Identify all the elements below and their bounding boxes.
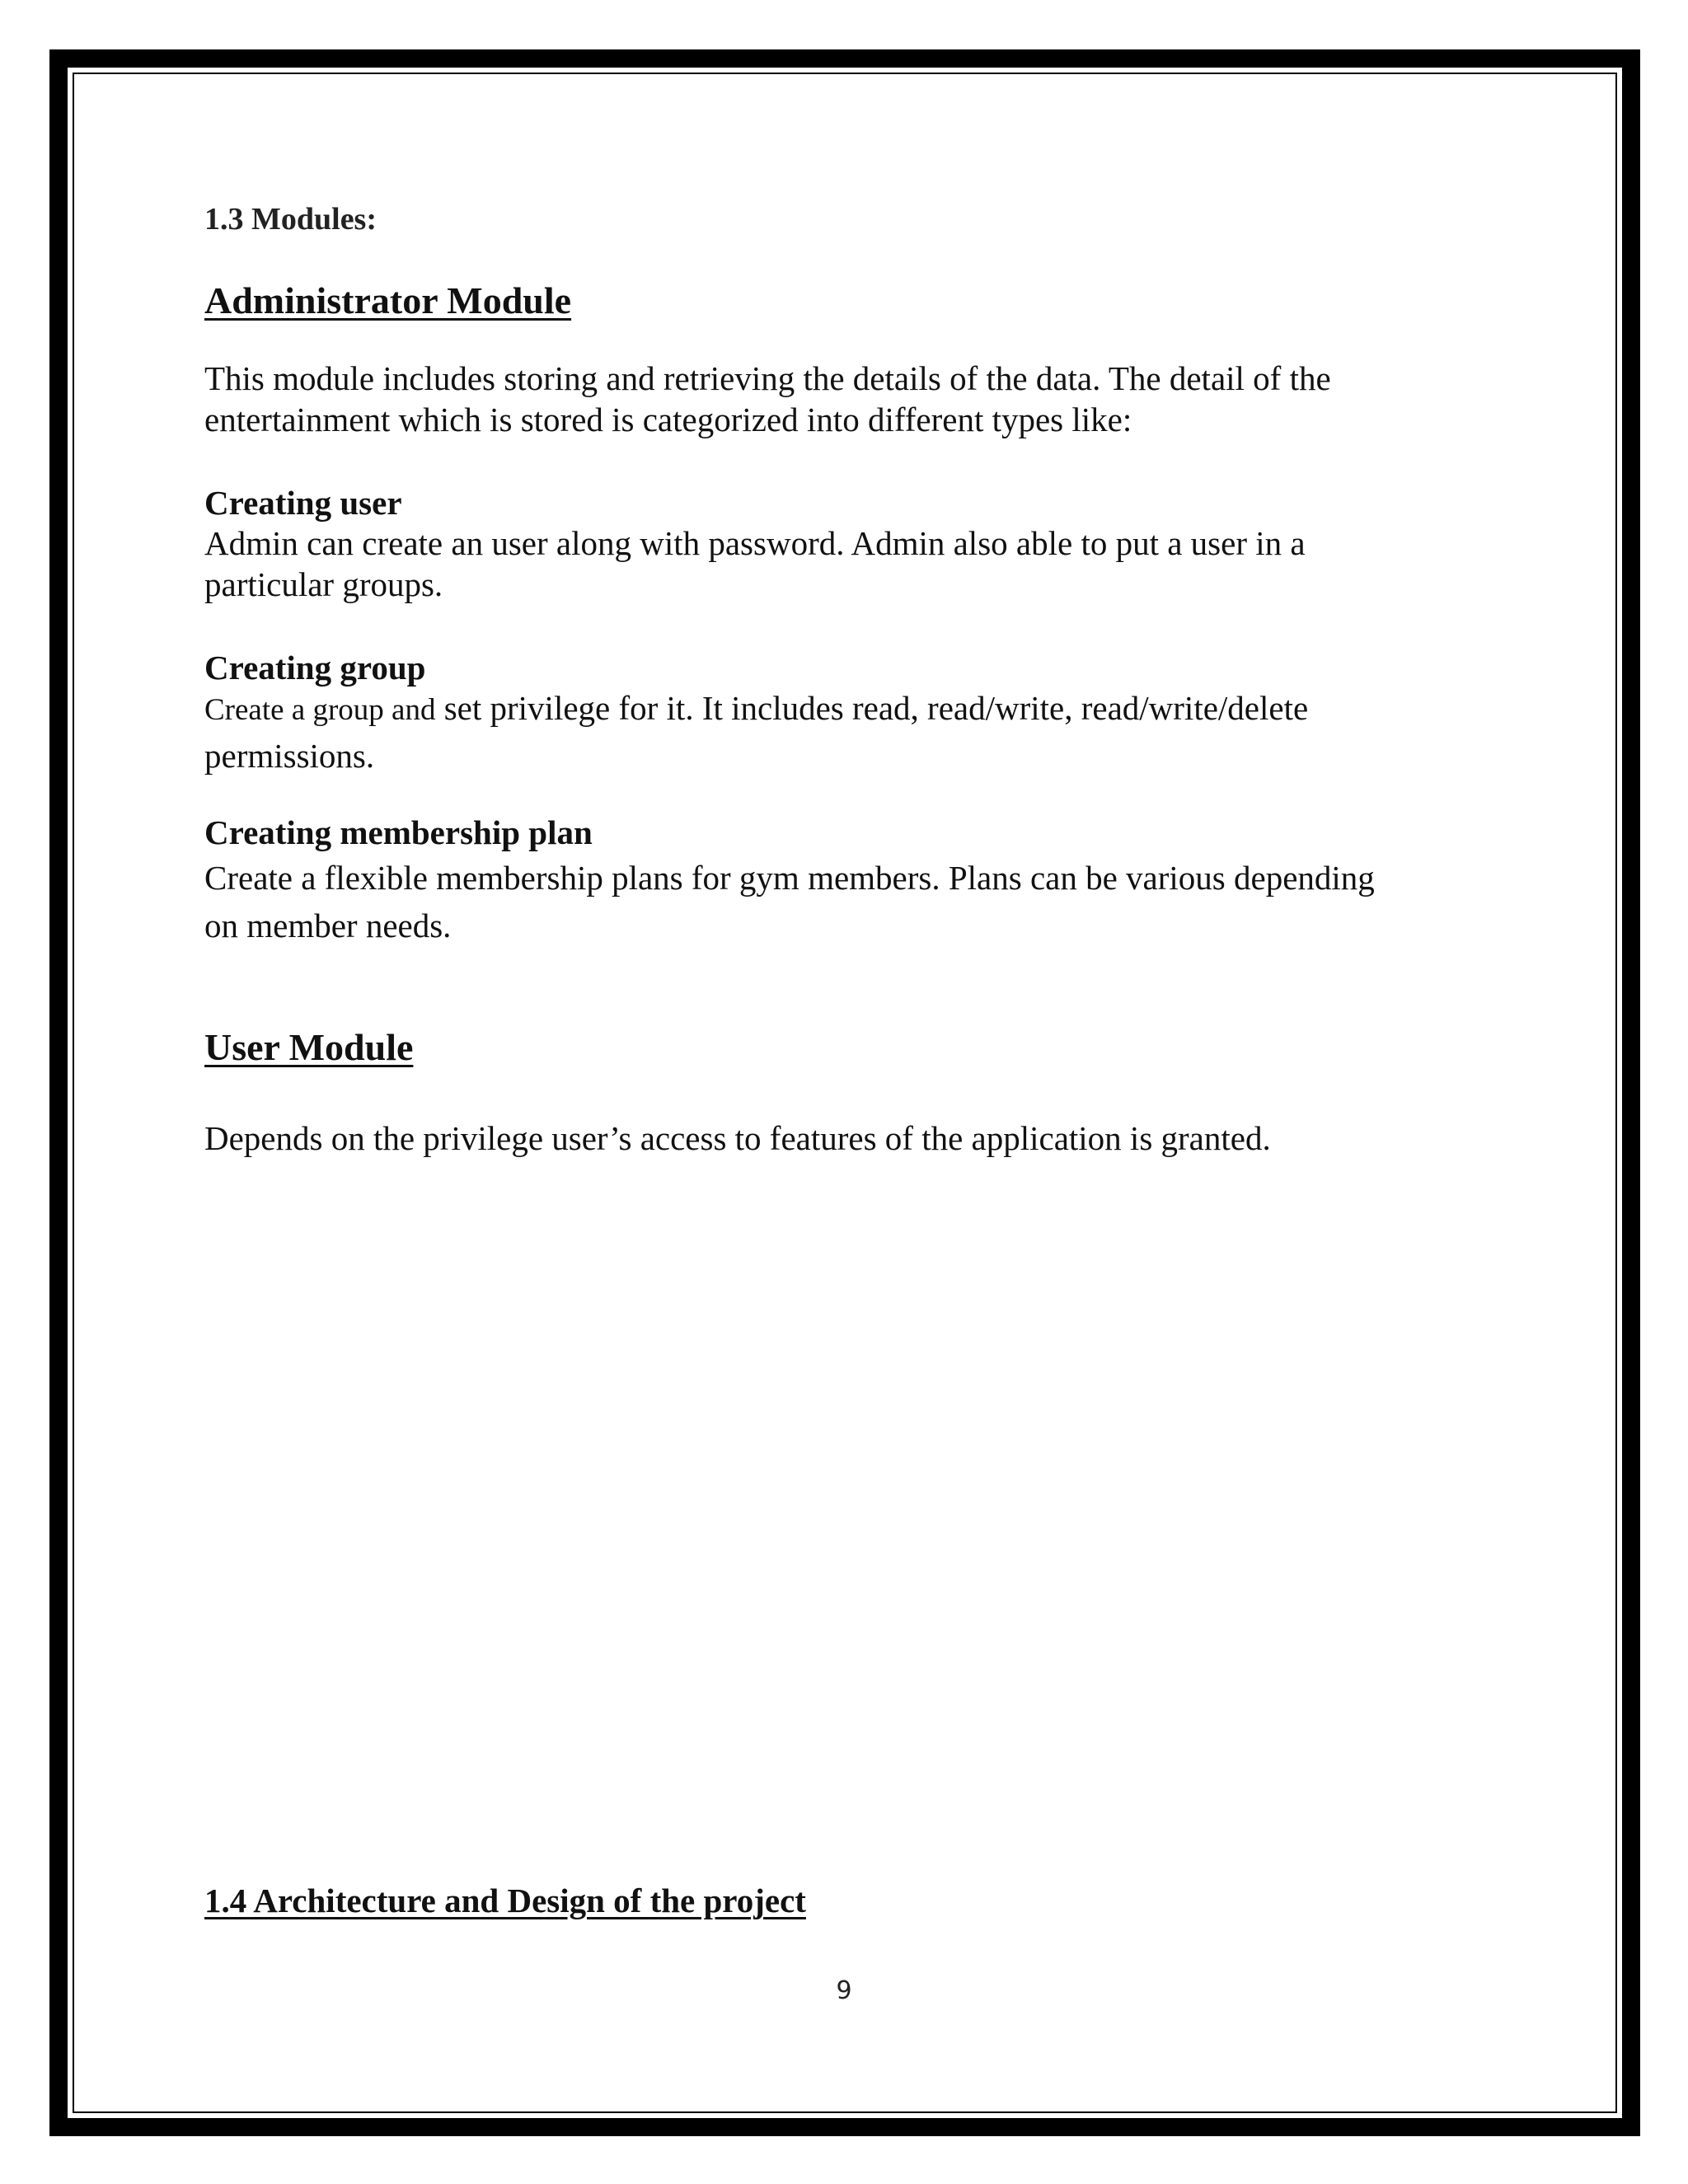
- creating-group-line-1-rest: set privilege for it. It includes read, read/write, read/write/delete: [435, 689, 1309, 727]
- membership-plan-line-1: Create a flexible membership plans for gym members. Plans can be various depending: [204, 859, 1375, 897]
- creating-user-heading: Creating user: [204, 484, 402, 522]
- creating-group-line-1-small: Create a group and: [204, 693, 436, 727]
- creating-group-line-2: permissions.: [204, 737, 375, 775]
- next-section-title: 1.4 Architecture and Design of the project: [204, 1882, 806, 1919]
- user-module-text: Depends on the privilege user’s access to features of the application is granted.: [204, 1119, 1271, 1157]
- user-module-heading: User Module: [204, 1026, 414, 1068]
- creating-membership-plan-heading: Creating membership plan: [204, 813, 593, 851]
- admin-intro-line-2: entertainment which is stored is categorized into different types like:: [204, 401, 1132, 438]
- creating-user-line-1: Admin can create an user along with password. Admin also able to put a user in a: [204, 524, 1306, 562]
- creating-user-line-2: particular groups.: [204, 565, 443, 603]
- creating-group-line-1: [204, 687, 1308, 731]
- creating-group-heading: Creating group: [204, 649, 426, 687]
- page-number: 9: [836, 1976, 852, 2005]
- section-title: 1.3 Modules:: [204, 202, 377, 237]
- membership-plan-line-2: on member needs.: [204, 907, 452, 944]
- administrator-module-heading: Administrator Module: [204, 279, 572, 321]
- admin-intro-line-1: This module includes storing and retrieving the details of the data. The detail of the: [204, 359, 1331, 397]
